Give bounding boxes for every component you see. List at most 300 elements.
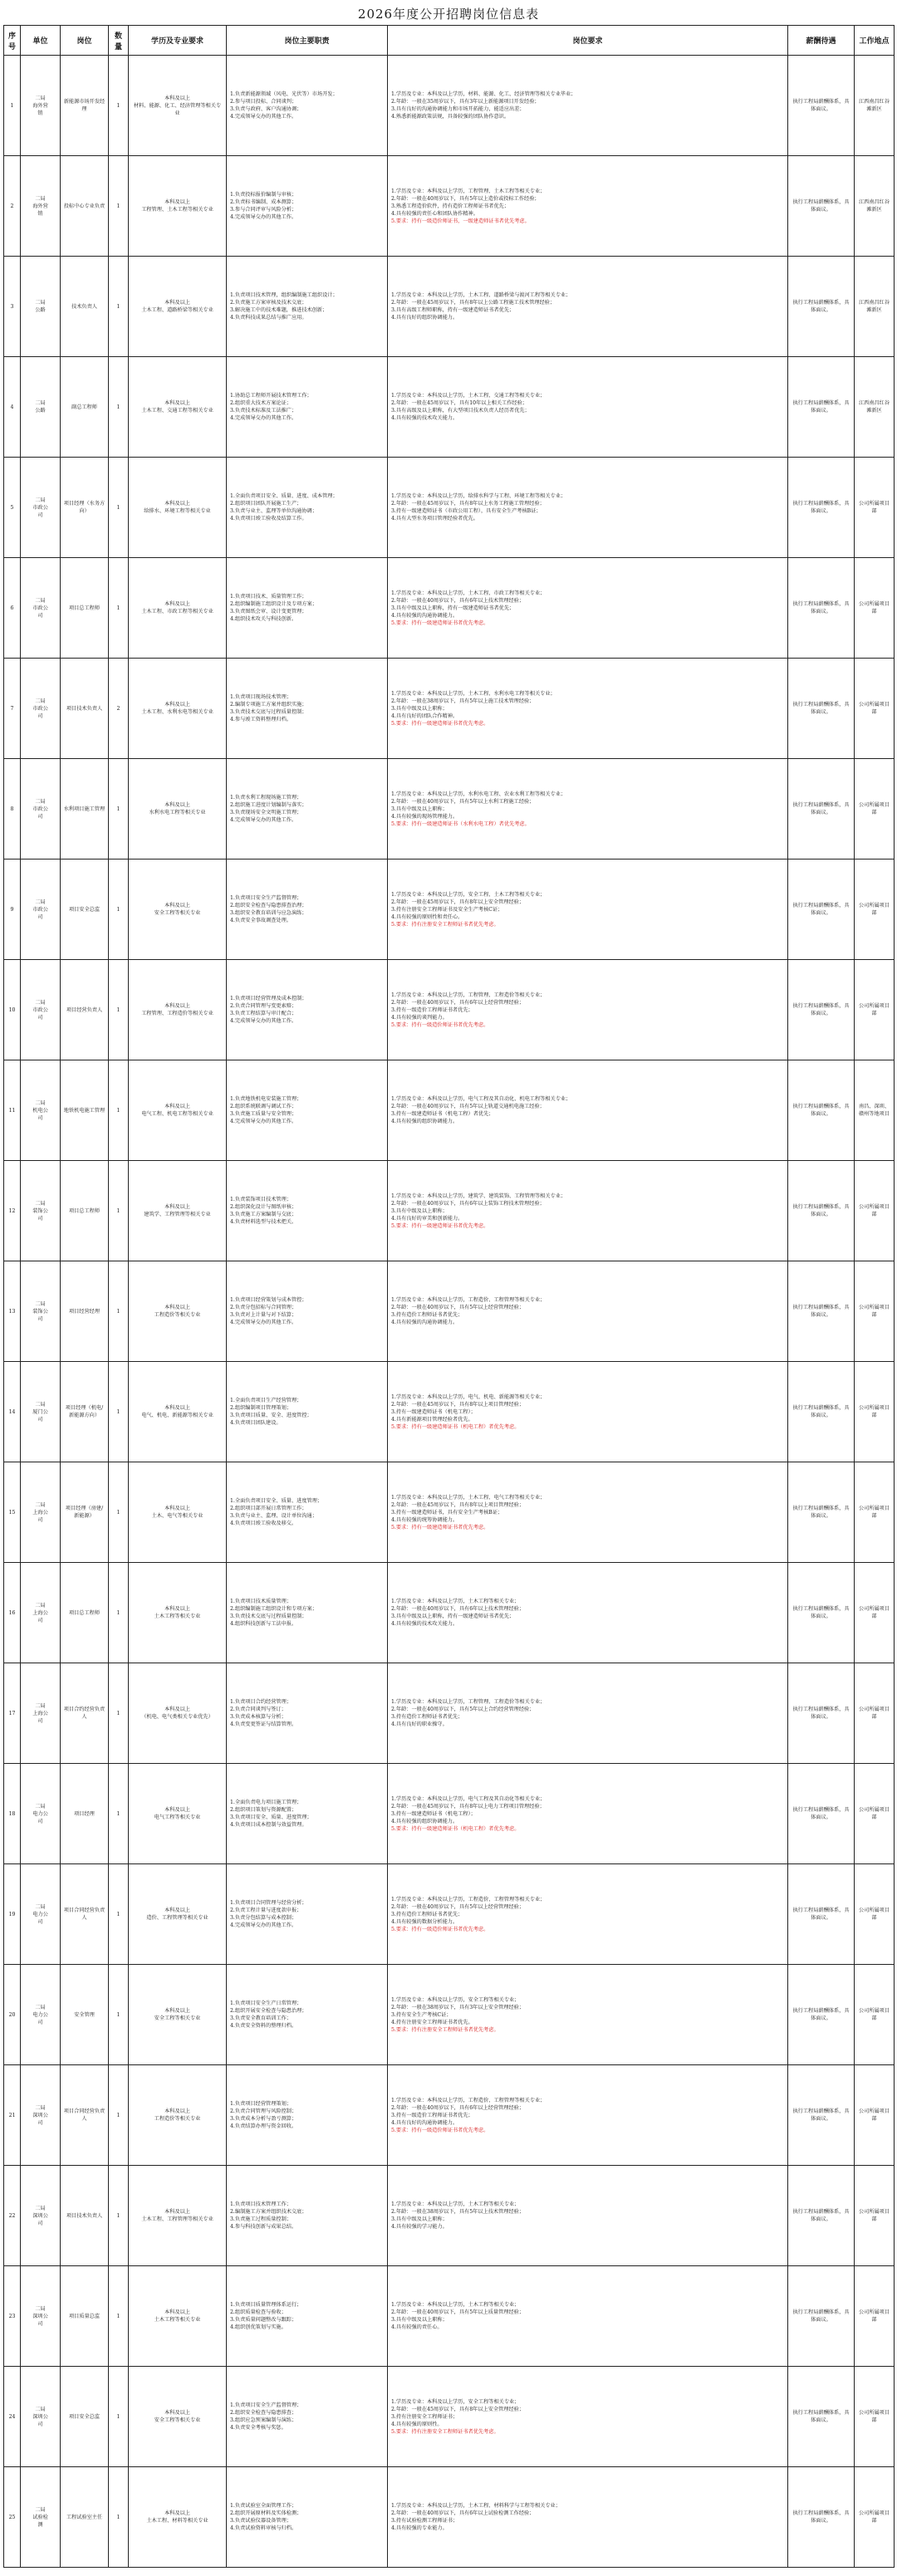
row-duty — [227, 659, 388, 759]
duty-line: 2.组织开展安全检查与隐患治理； — [230, 2008, 307, 2014]
req-line: 4.具有较强的技术攻关能力。 — [391, 1621, 458, 1627]
row-num: 2 — [109, 659, 129, 759]
row-loc: 公司所属项目部 — [855, 2266, 895, 2367]
duty-line: 3.负责图纸会审、设计变更管理； — [230, 609, 307, 615]
row-pay: 执行工程局薪酬体系，具体面议。 — [788, 1462, 855, 1563]
row-no: 17 — [4, 1663, 21, 1764]
req-highlight: 5.要求：持有一级造价师证书者优先考虑。 — [391, 2127, 489, 2133]
duty-line: 1.全面负责项目安全、质量、进度管理； — [230, 1498, 323, 1504]
row-unit: 二局 试验检 测 — [21, 2467, 61, 2568]
duty-line: 2.组织编制施工组织设计及专项方案； — [230, 601, 317, 607]
row-loc: 江西南昌红谷滩新区 — [855, 156, 895, 257]
row-num: 1 — [109, 458, 129, 558]
row-post: 项目总工程师 — [61, 1161, 109, 1261]
req-line: 2.年龄：一般在38周岁以下，具有5年以上技术管理经验； — [391, 2209, 525, 2215]
row-req — [388, 1965, 788, 2065]
req-line: 4.具有较强的原则性。 — [391, 2421, 443, 2427]
duty-line: 4.完成领导交办的其他工作。 — [230, 1320, 297, 1325]
row-duty — [227, 2467, 388, 2568]
req-line: 1.学历及专业：本科及以上学历，工程造价、工程管理等相关专业； — [391, 1896, 546, 1903]
req-line: 1.学历及专业：本科及以上学历，工程管理、工程造价等相关专业； — [391, 1699, 546, 1705]
duty-line: 3.负责成本分析与盈亏测算； — [230, 2116, 297, 2122]
row-duty — [227, 156, 388, 257]
row-unit: 二局 市政公 司 — [21, 458, 61, 558]
req-line: 1.学历及专业：本科及以上学历，安全工程等相关专业； — [391, 2398, 520, 2405]
row-req — [388, 1563, 788, 1663]
req-line: 1.学历及专业：本科及以上学历，土木工程等相关专业； — [391, 1599, 520, 1604]
duty-line: 2.负责合同管理与风险控制； — [230, 2108, 297, 2114]
req-highlight: 5.要求：持有一级建造师证书（机电工程）者优先考虑。 — [391, 1825, 520, 1832]
row-edu: 本科及以上 电气工程等相关专业 — [129, 1764, 227, 1864]
header-duty: 岗位主要职责 — [227, 26, 388, 56]
row-req — [388, 1764, 788, 1864]
duty-line: 2.组织项目部开展日常管理工作； — [230, 1506, 307, 1511]
duty-line: 4.负责项目竣工验收及移交。 — [230, 1521, 297, 1526]
row-num: 1 — [109, 257, 129, 357]
row-unit: 二局 装饰公 司 — [21, 1261, 61, 1362]
row-edu: 本科及以上 电气工程、机电工程等相关专业 — [129, 1060, 227, 1161]
row-post: 项目经理（水务方向） — [61, 458, 109, 558]
req-highlight: 5.要求：持有一级建造师证书（机电工程）者优先考虑。 — [391, 1423, 520, 1430]
row-post: 项目合约经营负责人 — [61, 1663, 109, 1764]
duty-line: 2.组织项目团队开展施工生产； — [230, 501, 302, 507]
row-post: 安全管理 — [61, 1965, 109, 2065]
req-line: 3.具有高级工程师职称，持有一级建造师证书者优先； — [391, 307, 515, 313]
row-post: 项目合同经营负责人 — [61, 1864, 109, 1965]
table-row — [4, 1161, 895, 1261]
req-line: 3.熟悉工程造价软件，持有造价工程师证书者优先； — [391, 203, 510, 209]
row-post: 项目质量总监 — [61, 2266, 109, 2367]
row-post: 新能源市场开发经理 — [61, 56, 109, 156]
req-line: 1.学历及专业：本科及以上学历，安全工程等相关专业； — [391, 1996, 520, 2003]
header-num: 数量 — [109, 26, 129, 56]
row-post: 项目经营经理 — [61, 1261, 109, 1362]
req-line: 3.具有中级及以上职称； — [391, 1207, 448, 1214]
row-loc: 公司所属项目部 — [855, 1663, 895, 1764]
row-post: 项目总工程师 — [61, 1563, 109, 1663]
req-line: 2.年龄：一般在40周岁以下，具有5年以上经营管理经验； — [391, 1903, 525, 1910]
req-line: 1.学历及专业：本科及以上学历，土木工程等相关专业； — [391, 2302, 520, 2308]
row-duty — [227, 1261, 388, 1362]
duty-line: 3.负责现场安全文明施工管理； — [230, 810, 302, 815]
row-req — [388, 2166, 788, 2266]
row-no: 13 — [4, 1261, 21, 1362]
req-line: 1.学历及专业：本科及以上学历，土木工程、水利水电工程等相关专业； — [391, 690, 556, 697]
req-line: 1.学历及专业：本科及以上学历，电气工程及其自动化、机电工程等相关专业； — [391, 1096, 571, 1102]
row-duty — [227, 1764, 388, 1864]
duty-line: 3.负责施工方案编制与交底； — [230, 1212, 297, 1217]
row-req — [388, 759, 788, 859]
duty-line: 3.负责与政府、客户沟通协调； — [230, 106, 302, 112]
row-loc: 公司所属项目部 — [855, 2467, 895, 2568]
row-no: 12 — [4, 1161, 21, 1261]
row-post: 项目技术负责人 — [61, 2166, 109, 2266]
row-no: 23 — [4, 2266, 21, 2367]
duty-line: 4.完成领导交办的其他工作。 — [230, 1018, 297, 1024]
row-duty — [227, 1462, 388, 1563]
row-loc: 公司所属项目部 — [855, 859, 895, 960]
row-unit: 二局 深圳公 司 — [21, 2166, 61, 2266]
duty-line: 1.负责项目经营管理策划； — [230, 2101, 292, 2107]
req-line: 1.学历及专业：本科及以上学历，电气工程及其自动化等相关专业； — [391, 1795, 546, 1802]
req-highlight: 5.要求：持有注册安全工程师证书者优先考虑。 — [391, 2026, 499, 2033]
header-no: 序号 — [4, 26, 21, 56]
duty-line: 3.负责对上计量与对下结算； — [230, 1312, 297, 1318]
row-duty — [227, 257, 388, 357]
row-loc: 江西南昌红谷滩新区 — [855, 257, 895, 357]
row-pay: 执行工程局薪酬体系，具体面议。 — [788, 960, 855, 1060]
row-loc: 公司所属项目部 — [855, 1462, 895, 1563]
page-title: 2026年度公开招聘岗位信息表 — [357, 7, 540, 22]
row-pay: 执行工程局薪酬体系，具体面议。 — [788, 859, 855, 960]
req-line: 3.持有一级建造师证书（机电工程）； — [391, 1408, 476, 1415]
header-pay: 薪酬待遇 — [788, 26, 855, 56]
row-loc: 江西南昌红谷滩新区 — [855, 56, 895, 156]
req-line: 1.学历及专业：本科及以上学历，给排水科学与工程、环境工程等相关专业； — [391, 493, 566, 499]
table-row — [4, 1764, 895, 1864]
row-loc: 公司所属项目部 — [855, 1161, 895, 1261]
row-duty — [227, 357, 388, 458]
duty-line: 4.完成领导交办的其他工作。 — [230, 817, 297, 823]
req-line: 2.年龄：一般在40周岁以下，具有5年以上造价或投标工作经验； — [391, 195, 540, 202]
row-edu: 本科及以上 土木工程、市政工程等相关专业 — [129, 558, 227, 659]
req-line: 2.年龄：一般在45周岁以下，具有8年以上电力工程项目管理经验； — [391, 1803, 545, 1810]
duty-line: 1.负责项目安全生产监督管理； — [230, 2402, 302, 2408]
req-line: 4.具有良好的组织协调能力。 — [391, 315, 458, 321]
row-edu: 本科及以上 电气、机电、新能源等相关专业 — [129, 1362, 227, 1462]
row-num: 1 — [109, 558, 129, 659]
duty-line: 3.解决施工中的技术难题，推进技术创新； — [230, 307, 328, 313]
duty-line: 2.组织质量检查与验收； — [230, 2309, 287, 2315]
req-line: 3.持有一级建造师证书（机电工程）； — [391, 1810, 476, 1817]
req-line: 4.具有较强的责任心。 — [391, 2324, 443, 2330]
row-pay: 执行工程局薪酬体系，具体面议。 — [788, 458, 855, 558]
row-req — [388, 2065, 788, 2166]
duty-line: 4.负责试验资料审核与归档。 — [230, 2525, 297, 2531]
row-no: 4 — [4, 357, 21, 458]
row-req — [388, 458, 788, 558]
row-pay: 执行工程局薪酬体系，具体面议。 — [788, 1764, 855, 1864]
header-post: 岗位 — [61, 26, 109, 56]
duty-line: 2.负责标书编制、成本测算； — [230, 199, 297, 205]
duty-line: 4.参与竣工资料整理归档。 — [230, 717, 292, 722]
req-line: 3.具有中级及以上职称； — [391, 705, 448, 712]
row-no: 6 — [4, 558, 21, 659]
row-duty — [227, 558, 388, 659]
recruitment-table — [3, 25, 895, 2568]
row-req — [388, 2266, 788, 2367]
req-line: 3.持有安全生产考核C证； — [391, 2011, 452, 2018]
duty-line: 1.协助总工程师开展技术管理工作； — [230, 393, 312, 399]
row-loc: 公司所属项目部 — [855, 558, 895, 659]
table-body — [4, 56, 895, 2568]
req-line: 4.具有较强的学习能力。 — [391, 2224, 448, 2230]
req-line: 1.学历及专业：本科及以上学历，工程管理、工程造价等相关专业； — [391, 992, 546, 998]
row-no: 22 — [4, 2166, 21, 2266]
row-unit: 二局 深圳公 司 — [21, 2266, 61, 2367]
row-num: 1 — [109, 156, 129, 257]
row-unit: 二局 厦门公 司 — [21, 1362, 61, 1462]
row-post: 项目经理 — [61, 1764, 109, 1864]
req-line: 3.具有中级及以上职称，持有一级建造师证书者优先； — [391, 1614, 515, 1619]
row-num: 1 — [109, 1864, 129, 1965]
req-line: 2.年龄：一般在45周岁以下，具有8年以上项目管理经验； — [391, 1501, 525, 1508]
row-post: 项目安全总监 — [61, 859, 109, 960]
row-pay: 执行工程局薪酬体系，具体面议。 — [788, 1563, 855, 1663]
row-loc: 公司所属项目部 — [855, 659, 895, 759]
table-row — [4, 458, 895, 558]
duty-line: 3.负责技术标准及工法推广； — [230, 408, 297, 414]
duty-line: 4.负责安全考核与奖惩。 — [230, 2425, 287, 2431]
req-highlight: 5.要求：持有一级建造师证书者优先考虑。 — [391, 1222, 489, 1229]
row-post: 项目经营负责人 — [61, 960, 109, 1060]
row-num: 1 — [109, 1462, 129, 1563]
row-edu: 本科及以上 材料、能源、化工、经济管理等相关专业 — [129, 56, 227, 156]
row-post: 项目经理（房建/新能源） — [61, 1462, 109, 1563]
row-num: 1 — [109, 1362, 129, 1462]
req-line: 1.学历及专业：本科及以上学历，土木工程、电气工程等相关专业； — [391, 1494, 546, 1501]
row-unit: 二局 市政公 司 — [21, 960, 61, 1060]
row-edu: 本科及以上 （机电、电气类相关专业优先） — [129, 1663, 227, 1764]
row-post: 副总工程师 — [61, 357, 109, 458]
row-req — [388, 1261, 788, 1362]
row-pay: 执行工程局薪酬体系，具体面议。 — [788, 1965, 855, 2065]
row-duty — [227, 2367, 388, 2467]
req-line: 1.学历及专业：本科及以上学历，工程管理、土木工程等相关专业； — [391, 188, 546, 194]
req-line: 2.年龄：一般在45周岁以下，具有10年以上相关工作经验； — [391, 400, 527, 406]
row-pay: 执行工程局薪酬体系，具体面议。 — [788, 257, 855, 357]
req-line: 2.年龄：一般在40周岁以下，具有5年以上质量管理经验； — [391, 2309, 525, 2315]
row-loc: 江西南昌红谷滩新区 — [855, 357, 895, 458]
row-unit: 二局 装饰公 司 — [21, 1161, 61, 1261]
req-highlight: 5.要求：持有一级建造师证书者优先考虑。 — [391, 1524, 489, 1530]
req-line: 3.持有造价工程师证书者优先； — [391, 1714, 463, 1720]
row-loc: 公司所属项目部 — [855, 458, 895, 558]
duty-line: 1.负责项目安全生产监督管理； — [230, 895, 302, 901]
row-unit: 二局 深圳公 司 — [21, 2367, 61, 2467]
req-highlight: 5.要求：持有一级造价师证书者优先考虑。 — [391, 1926, 489, 1932]
row-pay: 执行工程局薪酬体系，具体面议。 — [788, 1060, 855, 1161]
duty-line: 2.组织编制项目管理策划； — [230, 1405, 292, 1411]
row-num: 1 — [109, 357, 129, 458]
duty-line: 4.完成领导交办的其他工作。 — [230, 214, 297, 220]
row-post: 技术负责人 — [61, 257, 109, 357]
table-row — [4, 2166, 895, 2266]
row-post: 项目技术负责人 — [61, 659, 109, 759]
req-line: 4.熟悉新能源政策法规，具备较强的团队协作意识。 — [391, 114, 510, 120]
duty-line: 4.完成领导交办的其他工作。 — [230, 415, 297, 421]
duty-line: 3.负责质量问题整改与跟踪； — [230, 2317, 297, 2323]
row-edu: 本科及以上 土木工程、水利水电等相关专业 — [129, 659, 227, 759]
table-row — [4, 659, 895, 759]
row-loc: 公司所属项目部 — [855, 2367, 895, 2467]
row-post: 工程试验室主任 — [61, 2467, 109, 2568]
duty-line: 3.负责技术交底与过程质量控制； — [230, 1614, 307, 1619]
row-no: 8 — [4, 759, 21, 859]
row-unit: 二局 电力公 司 — [21, 1965, 61, 2065]
duty-line: 3.负责施工质量与安全管理； — [230, 1111, 297, 1117]
req-line: 2.年龄：一般在45周岁以下，具有8年以上水务工程施工管理经验； — [391, 501, 545, 507]
row-no: 5 — [4, 458, 21, 558]
req-line: 3.具有良好的沟通协调能力和市场开拓能力，能适应出差； — [391, 106, 525, 112]
duty-line: 4.完成领导交办的其他工作。 — [230, 114, 297, 120]
row-no: 11 — [4, 1060, 21, 1161]
req-line: 3.具有高级及以上职称，有大型项目技术负责人经历者优先； — [391, 408, 530, 414]
req-line: 3.具有中级及以上职称； — [391, 2216, 448, 2222]
req-line: 4.具有较强的责任心和团队协作精神。 — [391, 210, 478, 217]
req-line: 1.学历及专业：本科及以上学历，安全工程、土木工程等相关专业； — [391, 891, 546, 898]
table-row — [4, 1663, 895, 1764]
duty-line: 1.全面负责项目安全、质量、进度、成本管理； — [230, 493, 338, 499]
row-no: 10 — [4, 960, 21, 1060]
req-line: 3.具有中级及以上职称，持有一级建造师证书者优先； — [391, 605, 515, 611]
req-line: 3.持有一级造价工程师证书者优先； — [391, 1006, 473, 1013]
req-line: 4.持有注册安全工程师证书者优先。 — [391, 2019, 473, 2025]
req-line: 1.学历及专业：本科及以上学历，土木工程、道路桥梁与渡河工程等相关专业； — [391, 292, 571, 298]
req-line: 2.年龄：一般在45周岁以下，具有8年以上安全管理经验； — [391, 2406, 525, 2412]
req-line: 2.年龄：一般在40周岁以下，具有5年以上合约经营管理经验； — [391, 1707, 535, 1712]
row-duty — [227, 759, 388, 859]
req-line: 3.具有中级及以上职称； — [391, 2317, 448, 2323]
row-duty — [227, 1362, 388, 1462]
row-num: 1 — [109, 2467, 129, 2568]
row-req — [388, 357, 788, 458]
req-line: 3.持有注册安全工程师证书及安全生产考核C证； — [391, 906, 503, 913]
req-line: 2.年龄：一般在40周岁以下，具有5年以上经营管理经验； — [391, 1305, 525, 1310]
req-line: 3.持有一级造价工程师证书者优先； — [391, 2112, 473, 2118]
req-line: 3.持有一级建造师证书，具有安全生产考核B证； — [391, 1509, 503, 1516]
row-unit: 二局 公路 — [21, 257, 61, 357]
row-req — [388, 156, 788, 257]
row-loc: 南昌、深圳、赣州等地项目 — [855, 1060, 895, 1161]
row-duty — [227, 859, 388, 960]
req-line: 4.具有较强的数据分析能力。 — [391, 1918, 458, 1925]
req-line: 1.学历及专业：本科及以上学历，材料、能源、化工、经济管理等相关专业毕业； — [391, 91, 576, 97]
req-line: 4.具有较强的组织协调能力。 — [391, 1119, 458, 1124]
req-line: 2.年龄：一般在35周岁以下，具有3年以上新能源项目开发经验； — [391, 99, 540, 105]
req-line: 2.年龄：一般在45周岁以下，具有8年以上项目管理经验； — [391, 1401, 525, 1408]
duty-line: 2.负责合同管理与变更索赔； — [230, 1003, 297, 1009]
row-num: 1 — [109, 859, 129, 960]
duty-line: 4.负责材料选型与技术把关。 — [230, 1219, 297, 1225]
req-line: 4.具有大型水务项目管理经验者优先。 — [391, 516, 478, 522]
row-num: 1 — [109, 56, 129, 156]
row-edu: 本科及以上 安全工程等相关专业 — [129, 859, 227, 960]
req-line: 3.持有造价工程师证书者优先； — [391, 1312, 463, 1318]
table-row — [4, 1563, 895, 1663]
duty-line: 2.组织安全检查与隐患排查； — [230, 2410, 297, 2416]
req-line: 2.年龄：一般在38周岁以下，具有3年以上安全管理经验； — [391, 2004, 525, 2010]
req-line: 2.年龄：一般在40周岁以下，具有6年以上技术管理经验； — [391, 597, 525, 604]
duty-line: 1.全面负责电力项目施工管理； — [230, 1800, 302, 1805]
row-num: 1 — [109, 2166, 129, 2266]
duty-line: 1.负责项目合约经营管理； — [230, 1699, 292, 1705]
duty-line: 2.负责分包招标与合同管理； — [230, 1305, 297, 1310]
req-line: 1.学历及专业：本科及以上学历，土木工程、材料科学与工程等相关专业； — [391, 2503, 561, 2509]
duty-line: 1.负责新能源领域（风电、光伏等）市场开发； — [230, 91, 338, 97]
duty-line: 1.负责地铁机电安装施工管理； — [230, 1096, 302, 1102]
row-unit: 二局 深圳公 司 — [21, 2065, 61, 2166]
req-line: 4.具有较强的组织协调能力。 — [391, 1818, 458, 1824]
row-no: 24 — [4, 2367, 21, 2467]
table-row — [4, 759, 895, 859]
row-no: 16 — [4, 1563, 21, 1663]
row-loc: 公司所属项目部 — [855, 1362, 895, 1462]
duty-line: 3.负责与业主、监理、设计单位沟通； — [230, 1513, 317, 1519]
row-duty — [227, 1864, 388, 1965]
duty-line: 1.负责项目经营策划与成本管控； — [230, 1297, 307, 1303]
req-highlight: 5.要求：持有注册安全工程师证书者优先考虑。 — [391, 2428, 499, 2435]
duty-line: 3.负责成本核算与分析； — [230, 1714, 287, 1720]
req-highlight: 5.要求：持有一级造价师证书者优先考虑。 — [391, 1021, 489, 1028]
req-line: 4.具有较强的专业能力。 — [391, 2525, 448, 2531]
duty-line: 1.负责装饰项目技术管理； — [230, 1197, 292, 1202]
req-line: 1.学历及专业：本科及以上学历，工程造价、工程管理等相关专业； — [391, 2097, 546, 2103]
req-line: 4.具有较强的现场管理能力。 — [391, 813, 458, 820]
duty-line: 4.参与科技创新与成果总结。 — [230, 2224, 297, 2230]
row-no: 3 — [4, 257, 21, 357]
duty-line: 3.组织安全教育培训与应急演练； — [230, 910, 307, 916]
duty-line: 1.全面负责项目生产经营管理； — [230, 1398, 302, 1403]
row-duty — [227, 1663, 388, 1764]
row-no: 15 — [4, 1462, 21, 1563]
duty-line: 2.负责施工方案审核及技术交底； — [230, 300, 307, 306]
req-line: 2.年龄：一般在40周岁以下，具有6年以上装饰工程技术管理经验； — [391, 1200, 545, 1207]
row-edu: 本科及以上 土木工程等相关专业 — [129, 2266, 227, 2367]
row-req — [388, 659, 788, 759]
duty-line: 1.负责项目技术管理，组织编制施工组织设计； — [230, 292, 338, 298]
row-num: 1 — [109, 1764, 129, 1864]
duty-line: 1.负责项目技术、质量管理工作； — [230, 594, 307, 600]
row-pay: 执行工程局薪酬体系，具体面议。 — [788, 2065, 855, 2166]
row-pay: 执行工程局薪酬体系，具体面议。 — [788, 2367, 855, 2467]
row-unit: 二局 海外营 销 — [21, 56, 61, 156]
row-unit: 二局 上海公 司 — [21, 1663, 61, 1764]
row-req — [388, 257, 788, 357]
duty-line: 1.负责投标报价编制与审核； — [230, 192, 297, 198]
row-unit: 二局 上海公 司 — [21, 1462, 61, 1563]
row-num: 1 — [109, 1161, 129, 1261]
row-loc: 公司所属项目部 — [855, 960, 895, 1060]
duty-line: 4.负责项目成本控制与效益管理。 — [230, 1822, 307, 1828]
table-row — [4, 156, 895, 257]
row-unit: 二局 上海公 司 — [21, 1563, 61, 1663]
row-edu: 本科及以上 土木工程、交通工程等相关专业 — [129, 357, 227, 458]
req-line: 2.年龄：一般在45周岁以下，具有8年以上安全管理经验； — [391, 899, 525, 905]
duty-line: 4.负责结算办理与资金回收。 — [230, 2123, 297, 2129]
row-edu: 本科及以上 土木工程、道路桥梁等相关专业 — [129, 257, 227, 357]
req-line: 4.具有良好的团队合作精神。 — [391, 713, 458, 719]
row-unit: 二局 公路 — [21, 357, 61, 458]
duty-line: 1.负责水利工程现场施工管理； — [230, 795, 302, 801]
duty-line: 2.编制施工方案并组织技术交底； — [230, 2209, 307, 2215]
duty-line: 4.组织技术攻关与科技创新。 — [230, 616, 297, 622]
duty-line: 1.负责项目安全生产日常管理； — [230, 2001, 302, 2006]
req-line: 3.具有中级及以上职称； — [391, 806, 448, 812]
table-row — [4, 257, 895, 357]
req-line: 2.年龄：一般在45周岁以下，具有8年以上公路工程施工技术管理经验； — [391, 300, 556, 306]
duty-line: 2.参与项目投标、合同谈判； — [230, 99, 297, 105]
row-duty — [227, 1965, 388, 2065]
duty-line: 3.负责试验仪器设备管理； — [230, 2518, 292, 2524]
row-edu: 本科及以上 工程造价等相关专业 — [129, 1261, 227, 1362]
row-num: 1 — [109, 1563, 129, 1663]
table-row — [4, 2266, 895, 2367]
row-req — [388, 56, 788, 156]
req-line: 4.具有较强的沟通协调能力。 — [391, 612, 458, 619]
row-duty — [227, 1563, 388, 1663]
req-line: 3.持有注册安全工程师证书； — [391, 2413, 458, 2420]
